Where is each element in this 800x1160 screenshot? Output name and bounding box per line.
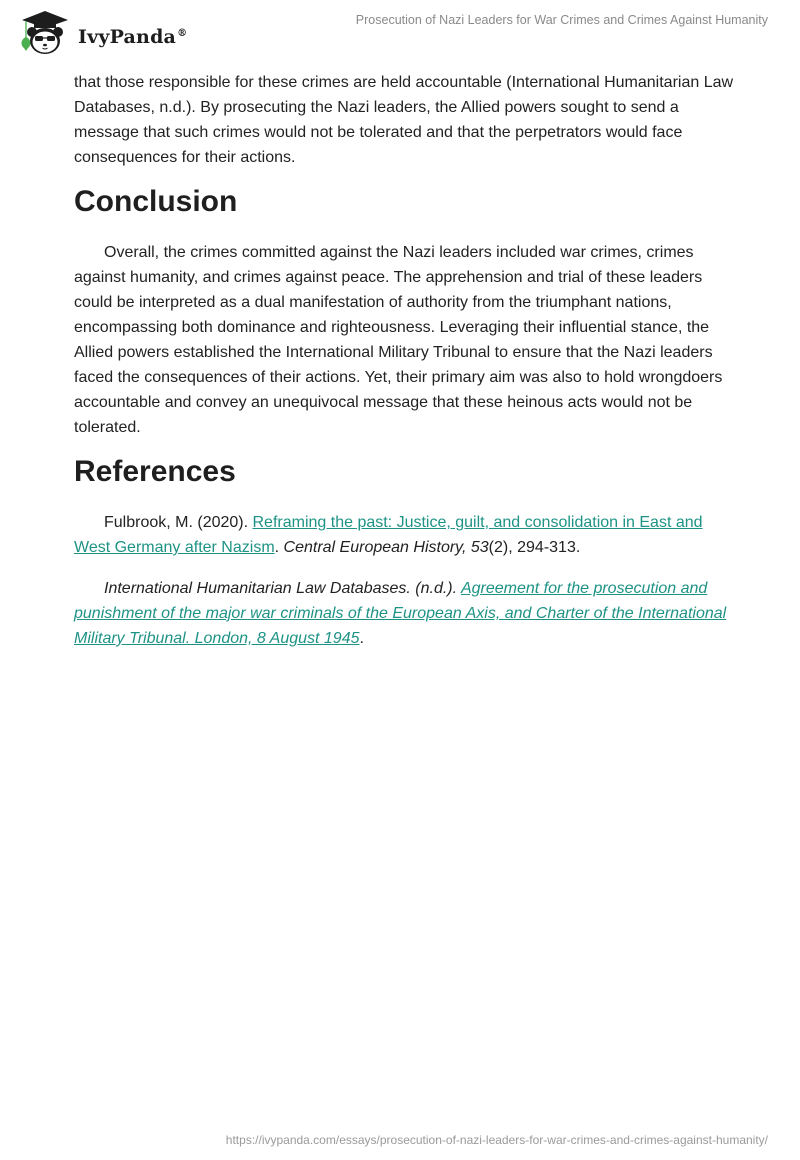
page-header (0, 0, 800, 62)
reference-author: International Humanitarian Law Databases. (n.d.). (104, 580, 461, 597)
essay-content (74, 70, 734, 667)
references-heading: References (74, 455, 236, 488)
reference-author: Fulbrook, M. (2020). (104, 514, 253, 531)
document-title: Prosecution of Nazi Leaders for War Crimes and Crimes Against Humanity (355, 13, 768, 27)
reference-punctuation: . (359, 630, 364, 647)
panda-graduate-icon (14, 8, 76, 56)
reference-item (74, 510, 734, 560)
page-footer-url[interactable]: https://ivypanda.com/essays/prosecution-of-nazi-leaders-for-war-crimes-and-crimes-against-humanity/ (225, 1133, 768, 1147)
reference-pages: (2), 294-313. (488, 539, 581, 556)
reference-link[interactable]: Reframing the past: Justice, guilt, and consolidation in East and West Germany after Nazism (74, 514, 703, 556)
logo-wordmark: IvyPanda® (78, 26, 188, 48)
ivypanda-logo[interactable] (14, 8, 187, 56)
conclusion-heading: Conclusion (74, 185, 238, 218)
intro-paragraph: that those responsible for these crimes are held accountable (International Humanitarian Law Databases, n.d.). By prosecuting the Nazi leaders, the Allied powers sought to send a message that such crimes would not be tolerated and that the perpetrators would face consequences for their actions. (74, 74, 734, 166)
reference-punctuation: . (274, 539, 284, 556)
reference-item (74, 576, 734, 651)
conclusion-paragraph: Overall, the crimes committed against the Nazi leaders included war crimes, crimes against humanity, and crimes against peace. The apprehension and trial of these leaders could be interpreted as a dual manifestation of authority from the triumphant nations, encompassing both dominance and righteousness. Leveraging their influential stance, the Allied powers established the International Military Tribunal to ensure that the Nazi leaders faced the consequences of their actions. Yet, their primary aim was also to hold wrongdoers accountable and convey an unequivocal message that these heinous acts would not be tolerated. (74, 244, 723, 436)
reference-link[interactable]: Agreement for the prosecution and punishment of the major war criminals of the European Axis, and Charter of the International Military Tribunal. London, 8 August 1945 (74, 580, 727, 647)
reference-journal: Central European History, 53 (283, 539, 489, 556)
